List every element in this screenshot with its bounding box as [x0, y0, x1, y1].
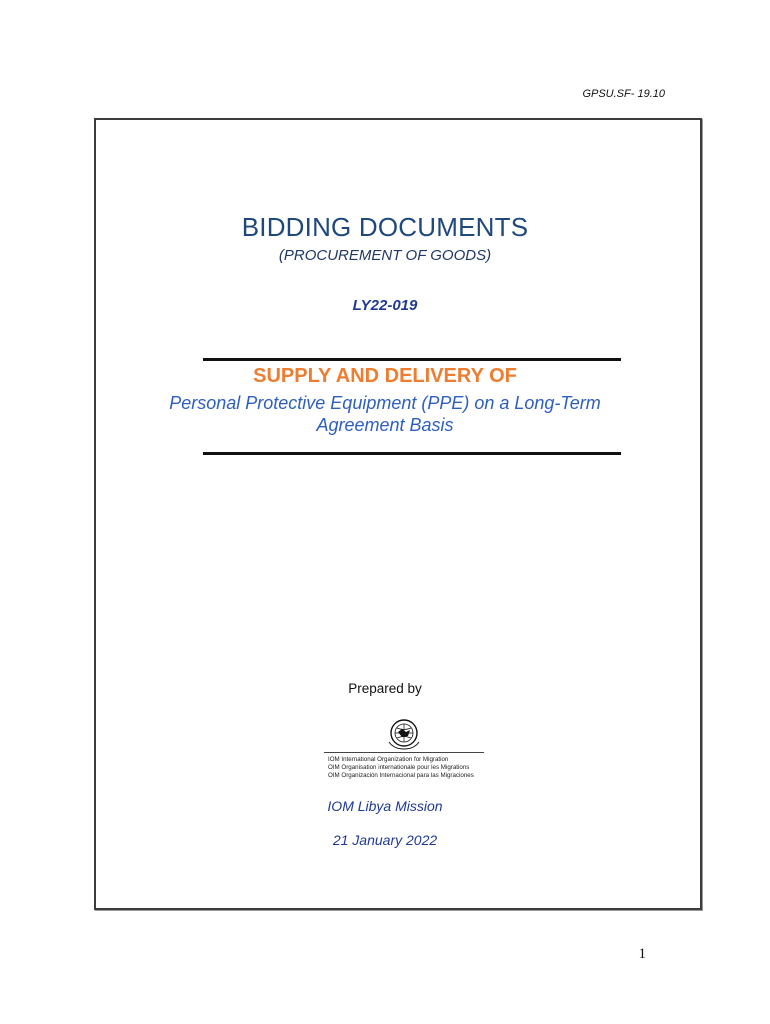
logo-text — [328, 756, 484, 780]
prepared-by-label: Prepared by — [348, 681, 422, 696]
form-code: GPSU.SF- 19.10 — [582, 88, 665, 100]
document-title: BIDDING DOCUMENTS — [241, 212, 529, 242]
logo-text-line-3: OIM Organización Internacional para las Migraciones — [328, 772, 474, 779]
iom-logo — [324, 716, 484, 782]
description-line-1: Personal Protective Equipment (PPE) on a Long-Term — [169, 393, 601, 413]
logo-text-line-1: IOM International Organization for Migration — [328, 756, 449, 763]
divider-bottom — [203, 452, 621, 455]
procurement-description — [0, 392, 770, 436]
iom-emblem-icon — [384, 716, 424, 752]
description-line-2: Agreement Basis — [316, 415, 454, 435]
supply-heading: SUPPLY AND DELIVERY OF — [253, 365, 517, 387]
mission-name: IOM Libya Mission — [327, 798, 443, 814]
document-date: 21 January 2022 — [332, 832, 438, 848]
logo-text-line-2: OIM Organisation internationale pour les Migrations — [328, 764, 470, 771]
logo-divider — [324, 752, 484, 753]
reference-number: LY22-019 — [352, 297, 418, 314]
page-number: 1 — [638, 946, 646, 962]
document-subtitle: (PROCUREMENT OF GOODS) — [278, 247, 492, 264]
divider-top — [203, 358, 621, 361]
